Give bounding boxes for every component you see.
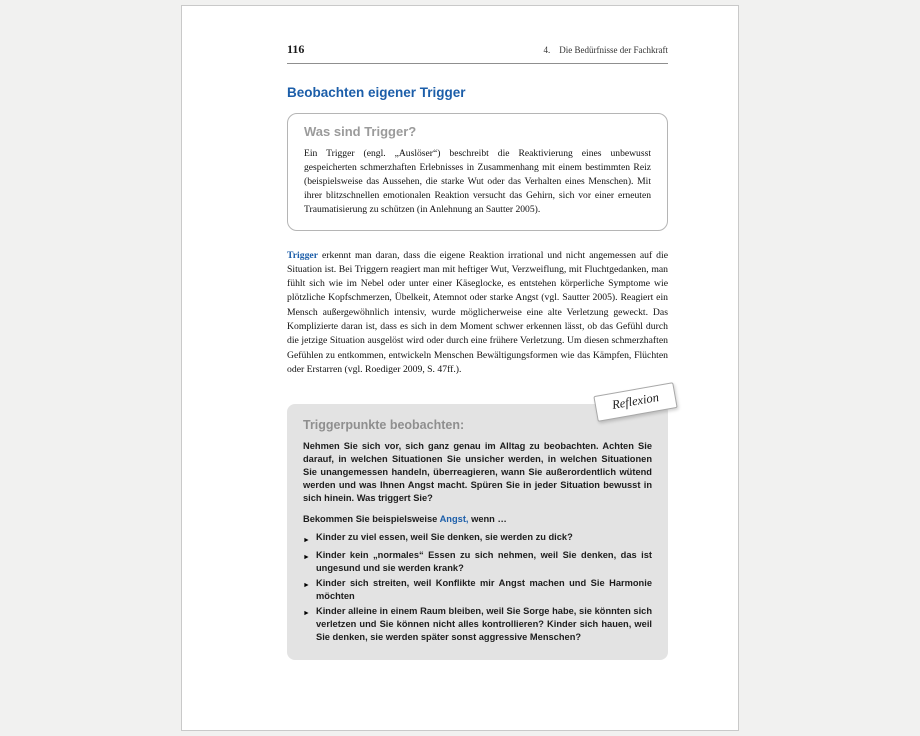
reflection-question: [303, 513, 652, 526]
reflexion-tag: Reflexion: [593, 382, 677, 422]
bullet-text: Kinder zu viel essen, weil Sie denken, sie werden zu dick?: [316, 532, 573, 543]
bullet-text: Kinder sich streiten, weil Konflikte mir Angst machen und Sie Harmonie möchten: [316, 577, 652, 601]
list-item: [303, 549, 652, 575]
bullet-triangle-icon: ►: [303, 610, 310, 618]
body-paragraph: [287, 249, 668, 378]
body-text: erkennt man daran, dass die eigene Reaktion irrational und nicht angemessen auf die Situation ist. Bei Triggern reagiert man mit heftiger Wut, Verzweiflung, mit Fluchtgedanken, man fühlt sich wie im Nebel oder unter einer Käseglocke, es entstehen körperliche Symptome wie plötzliche Kopfschmerzen, Übelkeit, Atemnot oder starke Angst (vgl. Sautter 2005). Reagiert ein Mensch außergewöhnlich intensiv, wurde möglicherweise eine alte Verletzung geweckt. Das Komplizierte daran ist, dass es sich in dem Moment schwer erkennen lässt, ob das Gefühl durch die jetzige Situation ausgelöst wird oder durch eine frühere Verletzung. Um diesen schmerzhaften Gefühlen zu entkommen, entwickeln Menschen Bewältigungsformen wie das Kämpfen, Flüchten oder Erstarren (vgl. Roediger 2009, S. 47ff.).: [287, 249, 668, 375]
section-title: Beobachten eigener Trigger: [287, 85, 466, 100]
chapter-title: Die Bedürfnisse der Fachkraft: [559, 45, 668, 55]
chapter-number: 4.: [543, 45, 551, 55]
bullet-text: Kinder kein „normales“ Essen zu sich nehmen, weil Sie denken, das ist ungesund und sie werden krank?: [316, 549, 652, 573]
reflection-intro: Nehmen Sie sich vor, sich ganz genau im Alltag zu beobachten. Achten Sie darauf, in welchen Situationen Sie unsicher werden, in welchen Situationen Sie unangemessen handeln, überreagieren, wann Sie außerordentlich wütend werden und was Ihnen Angst macht. Spüren Sie in jeder Situation bewusst in sich hinein. Was triggert Sie?: [303, 441, 652, 504]
definition-box-text: Ein Trigger (engl. „Auslöser“) beschreibt die Reaktivierung eines unbewusst gespeicherten schmerzhaften Erlebnisses in Zusammenhang mit einem bestimmten Reiz (beispielsweise das Aussehen, die starke Wut oder das Verhalten eines Menschen). Mit ihrer blitzschnellen emotionalen Reaktion versucht das Gehirn, sich vor einer erneuten Traumatisierung zu schützen (in Anlehnung an Sautter 2005).: [304, 148, 651, 215]
question-prefix: Bekommen Sie beispielsweise: [303, 514, 440, 525]
page-number: 116: [287, 42, 305, 56]
bullet-triangle-icon: ►: [303, 536, 310, 544]
question-suffix: wenn …: [468, 514, 507, 525]
reflection-box: [287, 390, 668, 660]
page-content: [182, 6, 738, 660]
reflection-title: Triggerpunkte beobachten:: [303, 418, 465, 433]
question-highlight: Angst,: [439, 514, 469, 525]
reflection-bullet-list: [303, 531, 652, 644]
header-rule: [287, 63, 668, 64]
body-lead-word: Trigger: [287, 249, 319, 261]
list-item: [303, 531, 652, 547]
list-item: [303, 577, 652, 603]
list-item: [303, 605, 652, 644]
definition-box-title: Was sind Trigger?: [304, 124, 417, 139]
page-header: [287, 42, 668, 57]
definition-box: [287, 113, 668, 231]
bullet-triangle-icon: ►: [303, 582, 310, 590]
book-page: [181, 5, 739, 731]
bullet-text: Kinder alleine in einem Raum bleiben, weil Sie Sorge habe, sie könnten sich verletzen und Sie können nicht alles kontrollieren? Kinder sich hauen, weil Sie denken, sie werden später sonst aggressive Menschen?: [316, 605, 652, 642]
bullet-triangle-icon: ►: [303, 554, 310, 562]
chapter-reference: [544, 45, 668, 55]
